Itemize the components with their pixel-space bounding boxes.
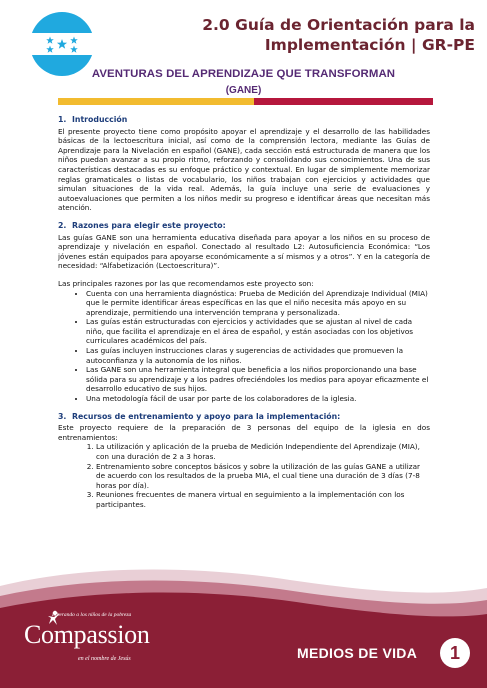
section-heading-razones	[58, 221, 430, 231]
bullet-list	[58, 289, 430, 404]
list-item: • Las guías incluyen instrucciones claras y sugerencias de actividades que promueven la autoconfianza y la autonomía de los niños.	[86, 346, 430, 365]
logo-tagline: Liberando a los niños de la pobreza	[52, 612, 132, 618]
logo-brand: Compassion	[24, 620, 150, 649]
section-title: Introducción	[72, 115, 128, 124]
section-heading-introduccion	[58, 115, 430, 125]
document-body	[58, 115, 430, 510]
list-item: 1. La utilización y aplicación de la prueba de Medición Independiente del Aprendizaje (MIA), con una duración de 2 a 3 horas.	[96, 442, 430, 461]
page-number-badge: 1	[440, 638, 470, 668]
paragraph: Las principales razones por las que recomendamos este proyecto son:	[58, 278, 314, 288]
section-number: 3.	[58, 411, 67, 421]
list-item: 3. Reuniones frecuentes de manera virtual en seguimiento a la implementación con los participantes.	[96, 490, 430, 509]
honduras-flag-icon	[30, 12, 94, 76]
logo-subline: en el nombre de Jesús	[78, 656, 131, 662]
header-title-line1: 2.0 Guía de Orientación para la	[202, 16, 475, 34]
list-item: • Una metodología fácil de usar por parte de los colaboradores de la iglesia.	[86, 394, 430, 404]
section-label: MEDIOS DE VIDA	[297, 645, 418, 661]
main-title: AVENTURAS DEL APRENDIZAJE QUE TRANSFORMAN	[91, 68, 396, 80]
accent-bar-yellow	[58, 98, 254, 105]
list-item: 2. Entrenamiento sobre conceptos básicos y sobre la utilización de las guías GANE a utilizar de acuerdo con los resultados de la prueba MIA, el cual tiene una duración de 3 días (7-8 horas por día).	[96, 462, 430, 491]
list-item: • Cuenta con una herramienta diagnóstica: Prueba de Medición del Aprendizaje Individual (MIA) que le permite identificar áreas específicas en las que el niño necesita más apoyo en su aprendizaje, permitiendo una intervención temprana y personalizada.	[86, 289, 430, 318]
list-item: • Las GANE son una herramienta integral que beneficia a los niños proporcionando una base sólida para su aprendizaje y a los padres ofreciéndoles los medios para apoyar eficazmente el desarrollo educativo de sus hijos.	[86, 365, 430, 394]
section-number: 2.	[58, 220, 67, 230]
list-item: • Las guías están estructuradas con ejercicios y actividades que se ajustan al nivel de cada niño, que facilita el aprendizaje en el área de español, y están asociadas con los objetivos curriculares académicos del país.	[86, 317, 430, 346]
paragraph: El presente proyecto tiene como propósito apoyar el aprendizaje y el desarrollo de las habilidades básicas de la lectoescritura inicial, así como de la comprensión lectora, mediante las Guías de Aprendizaje para la Nivelación en español (GANE), cada sección está estructurada de manera que los niños puedan avanzar a su propio ritmo, reforzando y consolidando sus conocimientos. Una de sus características destacadas es su enfoque práctico y contextual. En lugar de simplemente memorizar reglas gramaticales o listas de vocabulario, los niños trabajan con ejercicios y actividades que simulan situaciones de la vida real. Además, la guía incluye una serie de evaluaciones y autoevaluaciones que permiten a los niños medir su progreso e identificar áreas que necesitan más atención.	[58, 126, 430, 213]
paragraph: Este proyecto requiere de la preparación de 3 personas del equipo de la iglesia en dos entrenamientos:	[58, 423, 430, 442]
section-title: Recursos de entrenamiento y apoyo para la implementación:	[72, 411, 341, 421]
accent-bar-red	[254, 98, 433, 105]
paragraph: Las guías GANE son una herramienta educativa diseñada para apoyar a los niños en su proceso de aprendizaje y nivelación en español. Conectado al resultado L2: Autosuficiencia Económica: “Los jóvenes están equipados para apoyarse económicamente a sí mismos y a otros”. Y en la categoría de necesidad: “Alfabetización (Lectoescritura)”.	[58, 232, 430, 271]
header-title	[202, 15, 475, 55]
section-heading-recursos	[58, 412, 430, 422]
numbered-list	[58, 442, 430, 509]
header-title-line2: Implementación | GR-PE	[264, 36, 475, 54]
section-number: 1.	[58, 115, 67, 124]
section-title: Razones para elegir este proyecto:	[72, 220, 226, 230]
sub-title: (GANE)	[225, 85, 262, 96]
